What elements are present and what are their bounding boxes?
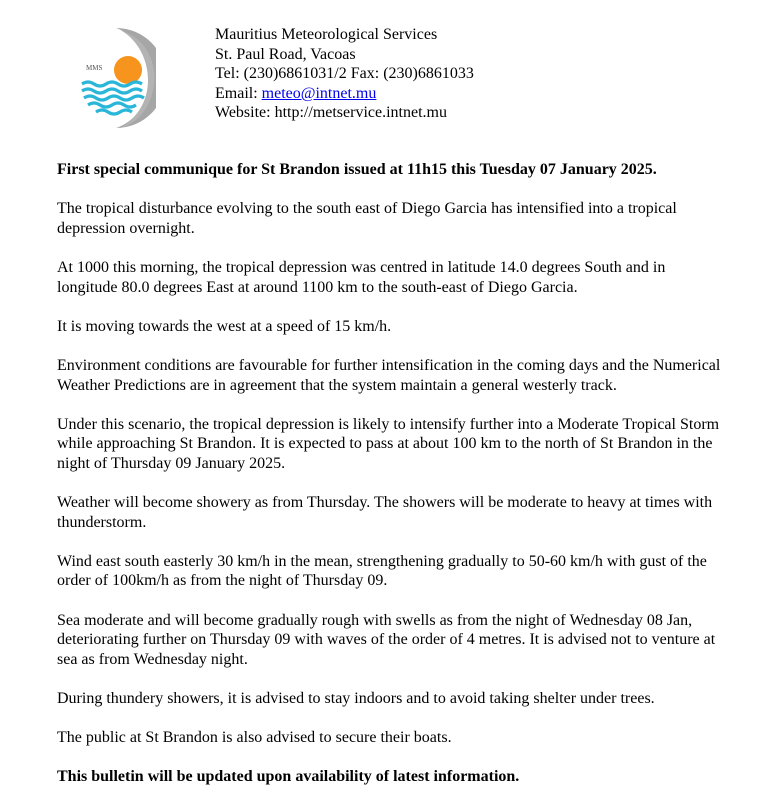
logo-text: MMS bbox=[86, 64, 103, 72]
sun-shape bbox=[114, 56, 142, 84]
org-name: Mauritius Meteorological Services bbox=[215, 26, 438, 43]
mms-logo-icon bbox=[76, 24, 156, 132]
bulletin-footer: This bulletin will be updated upon availability of latest information. bbox=[57, 768, 520, 786]
paragraph: It is moving towards the west at a speed of 15 km/h. bbox=[57, 317, 392, 335]
mms-logo bbox=[76, 24, 156, 132]
letterhead bbox=[215, 25, 474, 123]
paragraph: Under this scenario, the tropical depression is likely to intensify further into a Moderate Tropical Storm while approaching St Brandon. It is expected to pass at about 100 km to the north of St Brandon in the night of Thursday 09 January 2025. bbox=[57, 415, 720, 472]
paragraph: At 1000 this morning, the tropical depression was centred in latitude 14.0 degrees South and in longitude 80.0 degrees East at around 1100 km to the south-east of Diego Garcia. bbox=[57, 258, 666, 296]
paragraph: The public at St Brandon is also advised to secure their boats. bbox=[57, 729, 452, 747]
email-line bbox=[215, 84, 474, 104]
paragraph: Environment conditions are favourable for further intensification in the coming days and the Numerical Weather Predictions are in agreement that the system maintain a general westerly track. bbox=[57, 356, 721, 394]
bulletin-title: First special communique for St Brandon issued at 11h15 this Tuesday 07 January 2025. bbox=[57, 161, 657, 178]
waves-shape bbox=[82, 82, 144, 114]
tel-fax: Tel: (230)6861031/2 Fax: (230)6861033 bbox=[215, 65, 474, 83]
paragraph: Weather will become showery as from Thursday. The showers will be moderate to heavy at times with thunderstorm. bbox=[57, 494, 713, 531]
email-link[interactable]: meteo@intnet.mu bbox=[261, 84, 377, 102]
bulletin-body bbox=[57, 160, 729, 787]
paragraph: During thundery showers, it is advised to stay indoors and to avoid taking shelter under trees. bbox=[57, 690, 655, 708]
website-line: Website: http://metservice.intnet.mu bbox=[215, 104, 447, 122]
paragraph: The tropical disturbance evolving to the south east of Diego Garcia has intensified into a tropical depression overnight. bbox=[57, 200, 677, 237]
paragraph: Wind east south easterly 30 km/h in the mean, strengthening gradually to 50-60 km/h with gust of the order of 100km/h as from the night of Thursday 09. bbox=[57, 552, 707, 590]
org-address: St. Paul Road, Vacoas bbox=[215, 45, 356, 63]
paragraph: Sea moderate and will become gradually rough with swells as from the night of Wednesday 08 Jan, deteriorating further on Thursday 09 with waves of the order of 4 metres. It is advised not to venture at sea as from Wednesday night. bbox=[57, 611, 716, 668]
email-label: Email: bbox=[215, 84, 262, 102]
